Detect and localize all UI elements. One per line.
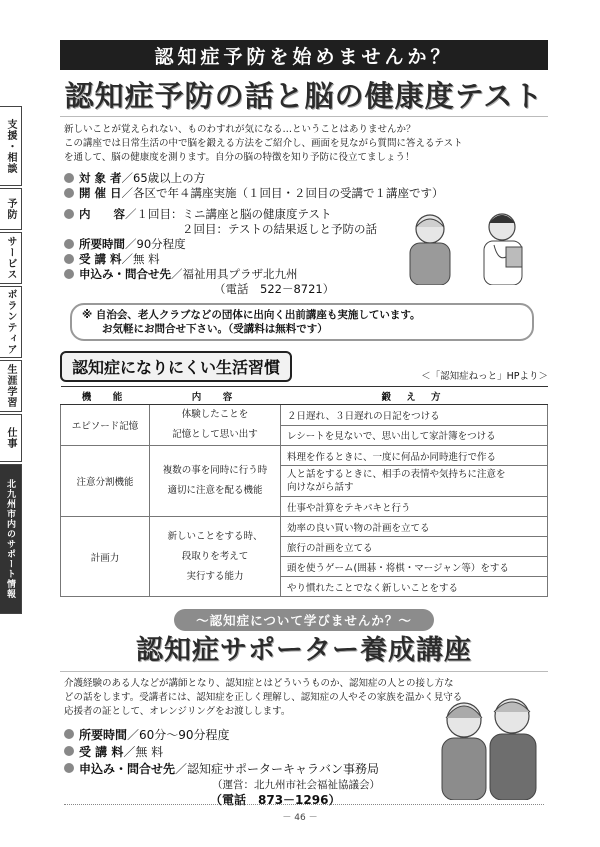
info-content-line2: ２回目：テストの結果返しと予防の話: [182, 222, 378, 236]
info-value: ／65歳以上の方: [121, 171, 206, 185]
info-value: ／90分程度: [125, 237, 186, 251]
intro-line: を通して、脳の健康度を測ります。自分の脳の特徴を知り予防に役立てましょう！: [64, 152, 415, 163]
training-cell: やり慣れたことでなく新しいことをする: [281, 577, 548, 597]
table-header: 機 能: [61, 387, 150, 405]
bullet-icon: [64, 254, 74, 264]
info-label: 所要時間: [79, 237, 125, 251]
training-line: 人と話をするときに、相手の表情や気持ちに注意を: [287, 469, 506, 480]
info-value: ／無 料: [123, 745, 164, 759]
info-label: 受 講 料: [79, 252, 122, 266]
training-cell: 料理を作るときに、一度に何品か同時進行で作る: [281, 446, 548, 466]
table-row: [61, 405, 548, 426]
info-label: 申込み・問合せ先: [79, 267, 171, 281]
table-header-row: [61, 387, 548, 405]
table-row: [61, 517, 548, 537]
supporter-org: （運営：北九州市社会福祉協議会）: [212, 779, 380, 791]
content-line: 適切に注意を配る機能: [167, 485, 263, 496]
info-value: ／福祉用具プラザ北九州: [171, 267, 298, 281]
info-value: ／無 料: [121, 252, 160, 266]
content-cell: [150, 446, 281, 517]
bullet-icon: [64, 746, 74, 756]
habits-table: [60, 386, 548, 597]
training-cell: 旅行の計画を立てる: [281, 537, 548, 557]
bullet-icon: [64, 729, 74, 739]
info-label: 申込み・問合せ先: [79, 762, 176, 776]
content-line: 新しいことをする時、: [167, 530, 263, 542]
side-tab-prevention[interactable]: 予防: [0, 188, 22, 230]
content-line: 記憶として思い出す: [172, 429, 258, 440]
training-cell: 効率の良い買い物の計画を立てる: [281, 517, 548, 537]
info-phone: （電話 522－8721）: [214, 282, 335, 296]
function-cell: 計画力: [61, 517, 150, 597]
bullet-icon: [64, 763, 74, 773]
side-tab-kitakyushu-info[interactable]: 北九州市内のサポート情報: [0, 464, 22, 614]
content-line: 段取りを考えて: [181, 550, 249, 562]
info-value: ／１回目：ミニ講座と脳の健康度テスト: [125, 207, 332, 221]
side-tab-service[interactable]: サービス: [0, 232, 22, 284]
bullet-icon: [64, 188, 74, 198]
habits-source: ＜「認知症ねっと」HPより＞: [421, 371, 548, 382]
training-cell: レシートを見ないで、思い出して家計簿をつける: [281, 425, 548, 446]
info-value: ／60分～90分程度: [127, 728, 230, 742]
page-number: － 46 －: [282, 813, 318, 823]
intro-line: この講座では日常生活の中で脳を鍛える方法をご紹介し、画面を見ながら質問に答えるテスト: [64, 138, 463, 149]
intro-line: どの話をします。受講者には、認知症を正しく理解し、認知症の人やその家族を温かく見守る: [64, 692, 463, 703]
side-tab-work[interactable]: 仕事: [0, 414, 22, 462]
function-cell: 注意分割機能: [61, 446, 150, 517]
training-cell: [281, 466, 548, 497]
table-header: 鍛 え 方: [281, 387, 548, 405]
info-label: 所要時間: [79, 728, 128, 742]
info-label: 受 講 料: [79, 745, 124, 759]
training-cell: 頭を使うゲーム(囲碁・将棋・マージャン等）をする: [281, 557, 548, 577]
content-cell: [150, 517, 281, 597]
content-line: 体験したことを: [181, 409, 249, 420]
footer-divider: [64, 804, 544, 805]
info-value: ／各区で年４講座実施（１回目・２回目の受講で１講座です）: [121, 186, 444, 200]
intro-line: 介護経験のある人などが講師となり、認知症とはどういうものか、認知症の人との接し方な: [64, 678, 454, 689]
outreach-note: [70, 303, 534, 341]
info-target: [64, 171, 548, 186]
side-tabs: [0, 106, 24, 616]
info-label: 対 象 者: [79, 171, 122, 185]
habits-header: [60, 351, 548, 382]
info-value: ／認知症サポーターキャラバン事務局: [175, 762, 380, 776]
content-line: 実行する能力: [186, 570, 244, 582]
elderly-man-and-doctor-illustration: [402, 205, 542, 285]
side-tab-volunteer[interactable]: ボランティア: [0, 286, 22, 358]
habits-title: 認知症になりにくい生活習慣: [60, 351, 292, 382]
bullet-icon: [64, 173, 74, 183]
page-title: 認知症予防の話と脳の健康度テスト: [60, 76, 548, 117]
training-cell: ２日遅れ、３日遅れの日記をつける: [281, 405, 548, 426]
note-line: ※ 自治会、老人クラブなどの団体に出向く出前講座も実施しています。: [82, 309, 421, 321]
intro-text: [64, 123, 544, 165]
supporter-phone: （電話 873－1296）: [210, 793, 341, 807]
banner: 認知症予防を始めませんか？: [60, 40, 548, 70]
supporter-subtitle: ～認知症について学びませんか？～: [174, 609, 434, 631]
content-line: 複数の事を同時に行う時: [162, 465, 268, 476]
content-cell: [150, 405, 281, 446]
table-row: [61, 446, 548, 466]
bullet-icon: [64, 209, 74, 219]
training-line: 向けながら話す: [287, 482, 354, 493]
note-line: お気軽にお問合せ下さい。（受講料は無料です）: [102, 323, 328, 335]
supporter-title: 認知症サポーター養成講座: [60, 631, 548, 672]
side-tab-support[interactable]: 支援・相談: [0, 106, 22, 186]
table-header: 内 容: [150, 387, 281, 405]
bullet-icon: [64, 269, 74, 279]
intro-line: 新しいことが覚えられない、ものわすれが気になる…ということはありませんか？: [64, 124, 416, 135]
info-label: 内 容: [79, 207, 125, 221]
side-tab-lifelong-learning[interactable]: 生涯学習: [0, 360, 22, 412]
function-cell: エピソード記憶: [61, 405, 150, 446]
info-held: [64, 186, 548, 201]
info-label: 開 催 日: [79, 186, 122, 200]
elderly-couple-illustration: [432, 690, 544, 800]
intro-line: 応援者の証として、オレンジリングをお渡しします。: [64, 706, 291, 717]
bullet-icon: [64, 239, 74, 249]
training-cell: 仕事や計算をテキパキと行う: [281, 497, 548, 517]
